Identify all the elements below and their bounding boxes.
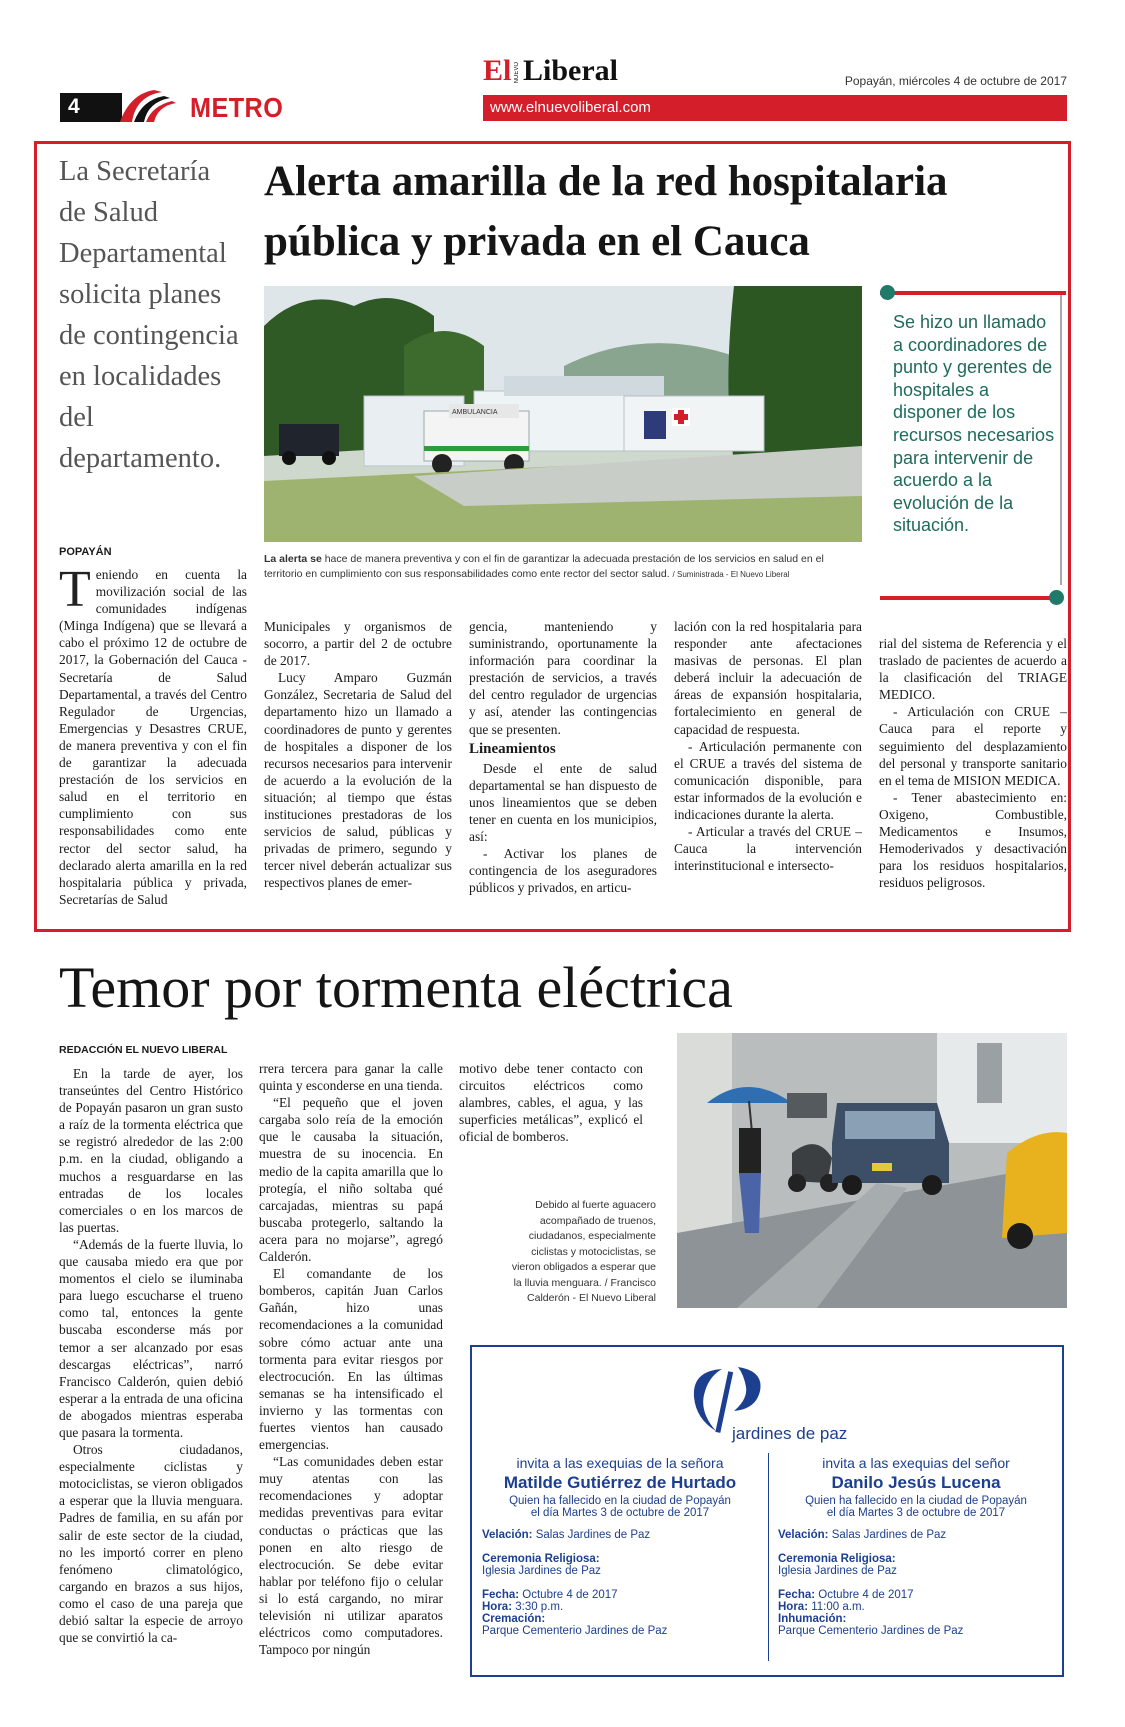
section-name: METRO (190, 92, 284, 123)
story2-col3-para1: motivo debe tener contacto con circuitos eléctricos como alambres, cables, el agua, y las superficies metálicas”, explicó el oficial de bomberos. (459, 1061, 643, 1145)
story1-col5 (879, 635, 1067, 891)
notice-right-details: Velación: Salas Jardines de Paz Ceremonia Religiosa: Iglesia Jardines de Paz Fecha: Octubre 4 de 2017 Hora: 11:00 a.m. Inhumación: Parque Cementerio Jardines de Paz (778, 1529, 964, 1637)
story1-caption-credit: / Suministrada - El Nuevo Liberal (672, 570, 790, 579)
story2-col2-para3: El comandante de los bomberos, capitán Juan Carlos Gañán, hizo unas recomendaciones a la comunidad sobre cómo actuar ante una tormenta para evitar riesgos por electrocución. En las últimas semanas se ha intensificado el invierno y las tormentas con fuertes vientos han causado emergencias. (259, 1266, 443, 1453)
pullquote-top-rule (880, 291, 1066, 295)
story1-subhead: Lineamientos (469, 740, 556, 757)
pullquote-bottom-dot (1049, 590, 1064, 605)
notice-left-invite: invita a las exequias de la señora (516, 1455, 724, 1471)
pullquote-bottom-rule (880, 596, 1052, 600)
story2-caption: Debido al fuerte aguacero acompañado de truenos, ciudadanos, especialmente ciclistas y motociclistas, se vieron obligados a esperar que la lluvia menguara. / Francisco Calderón - El Nuevo Liberal (511, 1199, 656, 1304)
story1-col3-para2: Desde el ente de salud departamental se han dispuesto de unos lineamientos que se deben tener en cuenta en los municipios, así: (469, 760, 657, 845)
story1-headline (264, 152, 1064, 272)
story2-col1-para3: Otros ciudadanos, especialmente ciclistas y motociclistas, se vieron obligados a esperar que la lluvia menguara. Padres de familia, en su afán por salir de este sector de la ciudad, no les importó correr en pleno fenómeno climatológico, cargando en brazos a sus hijos, como el caso de una pareja que debió saltar la especie de arroyo que se convirtió la ca- (59, 1442, 243, 1646)
notice-left (480, 1455, 760, 1637)
notice-right-died-1: Quien ha fallecido en la ciudad de Popayán (805, 1495, 1027, 1507)
story2-col1 (59, 1065, 243, 1646)
issue-date: Popayán, miércoles 4 de octubre de 2017 (844, 74, 1067, 88)
notice-left-details: Velación: Salas Jardines de Paz Ceremonia Religiosa: Iglesia Jardines de Paz Fecha: Octubre 4 de 2017 Hora: 3:30 p.m. Cremación: Parque Cementerio Jardines de Paz (482, 1529, 668, 1637)
story2-headline: Temor por tormenta eléctrica (59, 955, 733, 1020)
hospital-scene-image (264, 286, 862, 542)
pullquote-side-rule (1060, 295, 1062, 585)
story1-col2-para1: Municipales y organismos de socorro, a partir del 2 de octubre de 2017. (264, 619, 452, 669)
logo-nuevo: NUEVO (514, 62, 520, 84)
rain-street-image (677, 1033, 1067, 1308)
masthead (0, 0, 1125, 125)
story1-col3 (469, 618, 657, 897)
story1-col2-para2: Lucy Amparo Guzmán González, Secretaria de Salud del departamento hizo un llamado a coordinadores de punto y gerentes de hospitales a disponer de los recursos necesarios para intervenir de acuerdo a la evolución de la situación; al tiempo que éstas instituciones prestadoras de los servicios de salud, públicas y privadas de primero, segundo y tercer nivel deberán actualizar sus respectivos planes de emer- (264, 670, 452, 891)
notice-left-died-2: el día Martes 3 de octubre de 2017 (530, 1507, 710, 1519)
notice-right-name: Danilo Jesús Lucena (831, 1473, 1001, 1492)
story2-photo (677, 1033, 1067, 1308)
story1-caption-text: hace de manera preventiva y con el fin de garantizar la adecuada prestación de los servicios en salud en el territorio en cumplimiento con sus responsabilidades como ente rector del sector salud. (264, 553, 824, 580)
story2-col2-para1: rrera tercera para ganar la calle quinta y esconderse en una tienda. (259, 1061, 443, 1094)
ad-divider (768, 1453, 769, 1661)
story1-col1 (59, 561, 247, 908)
story1-col4 (674, 618, 862, 874)
story1-col5-para1: rial del sistema de Referencia y el traslado de pacientes de acuerdo a la clasificación del TRIAGE MEDICO. (879, 636, 1067, 703)
ad-brand: jardines de paz (732, 1424, 848, 1443)
logo-liberal: Liberal (523, 54, 618, 87)
website[interactable]: www.elnuevoliberal.com (490, 99, 651, 116)
page-number: 4 (68, 95, 80, 118)
story2-col3 (459, 1060, 643, 1145)
story1-deck: La Secretaría de Salud Departamental solicita planes de contingencia en localidades del departamento. (59, 156, 239, 474)
story1-col3-para1: gencia, manteniendo y suministrando, oportunamente la información para coordinar la prestación de servicios, a través del centro regulador de urgencias y así, atender las contingencias que se presenten. (469, 619, 657, 737)
story1-dateline: POPAYÁN (59, 546, 112, 558)
story1-caption-lead: La alerta se (264, 553, 322, 565)
story2-col1-para1: En la tarde de ayer, los transeúntes del Centro Histórico de Popayán pasaron un gran susto a raíz de la tormenta eléctrica que se registró alrededor de las 2:00 p.m. en la ciudad, obligando a muchos a resguardarse en las entradas de los locales comerciales o en los marcos de las puertas. (59, 1066, 243, 1235)
story2-col2-para2: “El pequeño que el joven cargaba solo reía de la emoción que le causaba la situación, muestra de su inocencia. En medio de la capita amarilla que lo protegía, el niño soltaba qué carcajadas, mientras su papá buscaba protegerlo, saltando la acera para no mojarse”, agregó Calderón. (259, 1095, 443, 1265)
story1-col2 (264, 618, 452, 892)
story1-col5-para2: - Articulación con CRUE – Cauca para el reporte y seguimiento del desplazamiento del personal y transporte sanitario en el tema de MISION MEDICA. (879, 704, 1067, 788)
story1-col4-para2: - Articulación permanente con el CRUE a través del sistema de comunicación disponible, para estar informados de la evolución e indicaciones durante la alerta. (674, 738, 862, 823)
story1-headline-line1: Alerta amarilla de la red hospitalaria (264, 158, 948, 205)
notice-right (776, 1455, 1056, 1637)
story2-col1-para2: “Además de la fuerte lluvia, lo que causaba miedo era que por momentos el cielo se iluminaba para luego escucharse el trueno como tal, entonces la gente buscaba esconderse más por temor a ser alcanzado por esas descargas eléctricas”, narró Francisco Calderón, quien debió esperar a la entrada de una oficina de abogados mientras esperaba que pasara la tormenta. (59, 1236, 243, 1440)
story1-photo (264, 286, 862, 542)
notice-left-name: Matilde Gutiérrez de Hurtado (503, 1473, 737, 1492)
story1-col4-para3: - Articular a través del CRUE – Cauca la intervención interinstitucional e intersecto- (674, 824, 862, 874)
story2-col2 (259, 1060, 443, 1658)
story1-col1-para: Teniendo en cuenta la movilización social de las comunidades indígenas (Minga Indígena) que se llevará a cabo el próximo 12 de octubre de 2017, la Gobernación del Cauca - Secretaría de Salud Departamental, a través del Centro Regulador de Urgencias, Emergencias y Desastres CRUE, de manera preventiva y con el fin de garantizar la adecuada prestación de los servicios en salud en el territorio en cumplimiento con sus responsabilidades como ente rector del sector salud, ha declarado alerta amarilla en la red hospitalaria pública y privada, Secretarías de Salud (59, 561, 247, 907)
story2-col2-para4: “Las comunidades deben estar muy atentas con las recomendaciones y adoptar medidas preventivas para evitar conductas o prácticas que las ponen en alto riesgo de electrocución. Se debe evitar hablar por teléfono fijo o celular si lo está cargando, no mirar televisión ni utilizar aparatos eléctricos como computadores. Tampoco por ningún (259, 1454, 443, 1658)
story1-col3-para3: - Activar los planes de contingencia de los aseguradores públicos y privados, en articu- (469, 846, 657, 896)
story1-col5-para3: - Tener abastecimiento en: Oxigeno, Combustible, Medicamentos e Insumos, Hemoderivados y desactivación para los residuos hospitalarios, residuos peligrosos. (879, 789, 1067, 891)
story1-col4-para1: lación con la red hospitalaria para responder ante afectaciones masivas de personas. El plan deberá incluir la adecuación de áreas de expansión hospitalaria, fortalecimiento en general de capacidad de respuesta. (674, 619, 862, 737)
notice-right-died-2: el día Martes 3 de octubre de 2017 (826, 1507, 1006, 1519)
funeral-ad (470, 1345, 1064, 1677)
pullquote-text: Se hizo un llamado a coordinadores de punto y gerentes de hospitales a disponer de los recursos necesarios para intervenir de acuerdo a la evolución de la situación. (893, 312, 1055, 536)
story1-headline-line2: pública y privada en el Cauca (264, 218, 810, 265)
logo-el: El (483, 54, 512, 87)
notice-left-died-1: Quien ha fallecido en la ciudad de Popayán (509, 1495, 731, 1507)
masthead-swoosh-icon (118, 86, 178, 124)
story2-byline: REDACCIÓN EL NUEVO LIBERAL (59, 1044, 228, 1056)
notice-right-invite: invita a las exequias del señor (822, 1455, 1010, 1471)
ambulance-sign: AMBULANCIA (452, 409, 498, 416)
pullquote-top-dot (880, 285, 895, 300)
story1-caption (264, 552, 862, 582)
logo (483, 54, 663, 94)
story1-dropcap: T (59, 561, 91, 618)
